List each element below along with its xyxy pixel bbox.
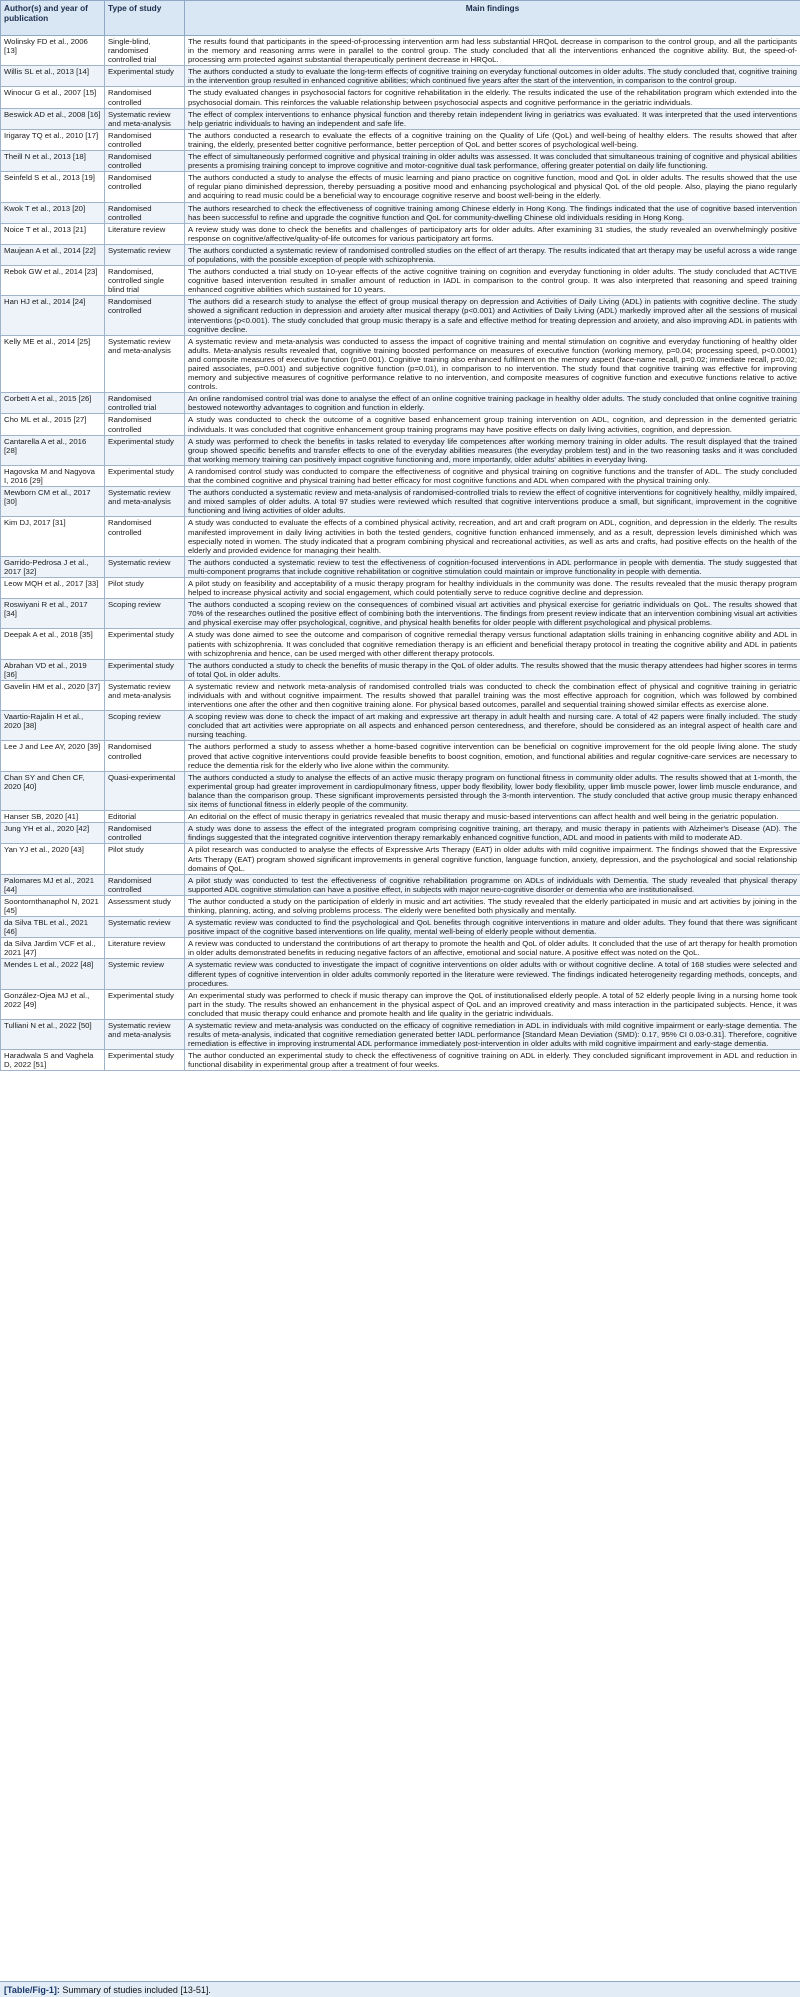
findings-cell: A study was done to assess the effect of the integrated program comprising cognitive training, art therapy, and music therapy in patients with Alzheimer's Disease (AD). The findings suggested that the integrated cognitive intervention therapy remarkably enhanced cognitive function, ADL and mood in patients with mild to moderate AD. bbox=[185, 823, 800, 844]
author-cell: Haradwala S and Vaghela D, 2022 [51] bbox=[1, 1050, 105, 1071]
table-row bbox=[1, 1050, 800, 1071]
study-type-cell: Systematic review and meta-analysis bbox=[105, 335, 185, 393]
caption-text: Summary of studies included [13-51]. bbox=[62, 1985, 211, 1995]
findings-cell: A randomised control study was conducted to compare the effectiveness of cognitive and physical training on cognitive functions and the transfer of ADL. The study concluded that the combined cognitive and physical training had better efficacy for most cognitive functions and ADL when compared with the physical training only. bbox=[185, 465, 800, 486]
table-row bbox=[1, 244, 800, 265]
study-type-cell: Randomised controlled bbox=[105, 517, 185, 556]
study-type-cell: Randomised controlled bbox=[105, 151, 185, 172]
findings-cell: The authors researched to check the effectiveness of cognitive training among Chinese elderly in Hong Kong. The findings indicated that the use of cognitive based intervention has been successful to refine and upgrade the cognitive function and QoL for community-dwelling Chinese old individuals residing in Hong Kong. bbox=[185, 202, 800, 223]
table-row bbox=[1, 895, 800, 916]
author-cell: Theill N et al., 2013 [18] bbox=[1, 151, 105, 172]
table-row bbox=[1, 296, 800, 335]
author-cell: Vaartio-Rajalin H et al., 2020 [38] bbox=[1, 711, 105, 741]
study-type-cell: Experimental study bbox=[105, 629, 185, 659]
table-row bbox=[1, 87, 800, 108]
study-type-cell: Systematic review and meta-analysis bbox=[105, 1020, 185, 1050]
author-cell: Beswick AD et al., 2008 [16] bbox=[1, 108, 105, 129]
author-cell: da Silva Jardim VCF et al., 2021 [47] bbox=[1, 938, 105, 959]
study-type-cell: Literature review bbox=[105, 938, 185, 959]
table-row bbox=[1, 393, 800, 414]
findings-cell: The authors conducted a study to evaluate the long-term effects of cognitive training on everyday functional outcomes in older adults. The study concluded that, cognitive training in the intervention group resulted in enhanced cognitive abilities; which continued five years after the start of the intervention, in comparison to the control group. bbox=[185, 66, 800, 87]
table-row bbox=[1, 938, 800, 959]
findings-cell: The study evaluated changes in psychosocial factors for cognitive rehabilitation in the elderly. The results indicated the use of the rehabilitation program which extended into the psychosocial domain. This reinforces the valuable relationship between psychosocial aspects and cognitive performance in the geriatric individuals. bbox=[185, 87, 800, 108]
table-row bbox=[1, 577, 800, 598]
study-type-cell: Pilot study bbox=[105, 577, 185, 598]
table-row bbox=[1, 771, 800, 810]
table-row bbox=[1, 517, 800, 556]
table-row bbox=[1, 66, 800, 87]
table-row bbox=[1, 151, 800, 172]
findings-cell: A systematic review and meta-analysis was conducted on the efficacy of cognitive remediation in ADL in individuals with mild cognitive impairment or early-stage dementia. The results of meta-analysis, indicated that cognitive remediation generated better IADL performance [Standard Mean Deviation (SMD): 0.17, 95% CI 0.03-0.31]. Therefore, cognitive remediation is effective in improving instrumental ADL performance immediately post-intervention in older adults with mild cognitive impairment and early-stage dementia. bbox=[185, 1020, 800, 1050]
study-type-cell: Randomised controlled bbox=[105, 172, 185, 202]
study-type-cell: Systematic review and meta-analysis bbox=[105, 487, 185, 517]
author-cell: Leow MQH et al., 2017 [33] bbox=[1, 577, 105, 598]
study-type-cell: Single-blind, randomised controlled trial bbox=[105, 36, 185, 66]
findings-cell: A systematic review was conducted to find the psychological and QoL benefits through cognitive interventions in mature and older adults. They found that there was significant positive impact of the cognitive based interventions on life quality, mental well-being of elderly people without dementia. bbox=[185, 917, 800, 938]
findings-cell: The authors conducted a systematic review to test the effectiveness of cognition-focused interventions in ADL performance in people with dementia. The study suggested that multi-component programs that include cognitive rehabilitation or cognitive stimulation could maintain or improve functionality in people with dementia. bbox=[185, 556, 800, 577]
table-row bbox=[1, 435, 800, 465]
table-row bbox=[1, 959, 800, 989]
study-type-cell: Randomised controlled bbox=[105, 129, 185, 150]
findings-cell: The authors conducted a systematic review of randomised controlled studies on the effect of art therapy. The results indicated that art therapy may be useful across a wide range of populations, with the possible exception of people with schizophrenia. bbox=[185, 244, 800, 265]
findings-cell: The authors performed a study to assess whether a home-based cognitive intervention can be beneficial on cognitive improvement for the old people living alone. The study proved that active cognitive interventions could provide feasible benefits to boost cognition, emotion, and functional abilities and regular cognitive-care services are necessary to reduce the dementia risk for the elderly who live alone within the community. bbox=[185, 741, 800, 771]
study-type-cell: Randomised controlled bbox=[105, 87, 185, 108]
author-cell: Kelly ME et al., 2014 [25] bbox=[1, 335, 105, 393]
findings-cell: The authors conducted a trial study on 10-year effects of the active cognitive training on cognition and everyday functioning in older adults. The study concluded that ACTIVE cognitive based intervention resulted in smaller amount of reduction in IADL in comparison to the control group. It was also interpreted that reasoning and speed training enhanced cognitive abilities which sustained for 10 years. bbox=[185, 266, 800, 296]
table-row bbox=[1, 844, 800, 874]
findings-cell: A study was performed to check the benefits in tasks related to everyday life competences after working memory training in older adults. The result displayed that the trained group showed specific benefits and transfer effects to one of the everyday abilities measures (the everyday problem test) and in the two reasoning tasks and it was concluded that working memory training can positively impact cognitive functioning and, more importantly, older adults' abilities in everyday living. bbox=[185, 435, 800, 465]
author-cell: Seinfeld S et al., 2013 [19] bbox=[1, 172, 105, 202]
author-cell: González-Ojea MJ et al., 2022 [49] bbox=[1, 989, 105, 1019]
author-cell: Abrahan VD et al., 2019 [36] bbox=[1, 659, 105, 680]
study-type-cell: Experimental study bbox=[105, 66, 185, 87]
author-cell: Rebok GW et al., 2014 [23] bbox=[1, 266, 105, 296]
findings-cell: A systematic review and meta-analysis was conducted to assess the impact of cognitive training and mental stimulation on cognitive and everyday functioning of healthy older adults. Meta-analysis results revealed that, cognitive training boosted performance on measures of executive function (working memory, p=0.04; processing speed, p<0.0001) and composite measures of executive function (p=0.001). Cognitive training also enhanced fulfilment on the memory aspect (face-name recall, p=0.02; immediate recall, p=0.02; paired associates, p=0.001) and subjective cognitive function (p=0.01), in comparison to no intervention. The study found that cognitive training was effective for improving memory and subjective measures of cognitive performance relative to no intervention, and composite measures of cognitive function and executive functions relative to active controls. bbox=[185, 335, 800, 393]
table-row bbox=[1, 874, 800, 895]
table-row bbox=[1, 335, 800, 393]
study-type-cell: Assessment study bbox=[105, 895, 185, 916]
author-cell: Roswiyani R et al., 2017 [34] bbox=[1, 599, 105, 629]
study-type-cell: Randomised controlled bbox=[105, 874, 185, 895]
table-row bbox=[1, 741, 800, 771]
header-type: Type of study bbox=[105, 1, 185, 36]
findings-cell: A pilot study was conducted to test the effectiveness of cognitive rehabilitation programme on ADLs of individuals with Dementia. The study revealed that physical therapy supported ADL cognitive stimulation can have a positive effect, in subjects with major neuro-cognitive disorder or dementia who are institutionalised. bbox=[185, 874, 800, 895]
author-cell: Hagovska M and Nagyova I, 2016 [29] bbox=[1, 465, 105, 486]
table-row bbox=[1, 172, 800, 202]
table-row bbox=[1, 711, 800, 741]
study-type-cell: Randomised controlled bbox=[105, 823, 185, 844]
table-row bbox=[1, 36, 800, 66]
author-cell: Jung YH et al., 2020 [42] bbox=[1, 823, 105, 844]
findings-cell: The authors conducted a study to analyse the effects of music learning and piano practice on cognitive function, mood and QoL in older adults. The results showed that the use of regular piano diminished depression, thereby persuading a positive mood and enhancing psychological and physical QoL of the old people. Also, playing the piano regularly and acquiring to read music could be a beneficial way to encourage cognitive reserve and boost well-being in the elderly. bbox=[185, 172, 800, 202]
findings-cell: A scoping review was done to check the impact of art making and expressive art therapy in adult health and nursing care. A total of 42 papers were finally included. The study concluded that art activities were appropriate on all aspects and enhanced person centeredness, and therefore, should be considered as an integral aspect of health care and nursing teaching. bbox=[185, 711, 800, 741]
author-cell: Maujean A et al., 2014 [22] bbox=[1, 244, 105, 265]
study-type-cell: Systematic review and meta-analysis bbox=[105, 680, 185, 710]
findings-cell: The results found that participants in the speed-of-processing intervention arm had less substantial HRQoL decrease in comparison to the control group, and all the participants in the memory and reasoning arms were in parallel to the control group. The study concluded that all the interventions enhanced the cognitive ability. But, the speed-of-processing arm protected against substantial therapeutically pertinent decrease in HRQoL. bbox=[185, 36, 800, 66]
table-row bbox=[1, 414, 800, 435]
findings-cell: The author conducted a study on the participation of elderly in music and art activities. The study revealed that the elderly participated in music and art activities by joining in the thinking, planning, acting, and solving problems process. The elderly were benefited both physically and mentally. bbox=[185, 895, 800, 916]
table-row bbox=[1, 629, 800, 659]
findings-cell: A systematic review was conducted to investigate the impact of cognitive interventions on older adults with or without cognitive decline. A total of 168 studies were selected and different types of cognitive intervention in older adults commonly reported in the literature were reviewed. The findings indicated heterogeneity regarding methods, concepts, and procedures. bbox=[185, 959, 800, 989]
study-type-cell: Literature review bbox=[105, 223, 185, 244]
table-row bbox=[1, 129, 800, 150]
findings-cell: The authors conducted a study to analyse the effects of an active music therapy program on functional fitness in community older adults. The results showed that at 1-month, the experimental group had greater improvement in cardiopulmonary fitness, upper body flexibility, lower body flexibility, upper limb muscle power, lower limb muscle endurance, and balance than the comparison group. These significant improvements persisted through the 3-month intervention. The study concluded that active group music therapy enhanced six items of functional fitness in elderly people of the community. bbox=[185, 771, 800, 810]
study-type-cell: Experimental study bbox=[105, 435, 185, 465]
table-caption bbox=[0, 1981, 800, 1997]
author-cell: Palomares MJ et al., 2021 [44] bbox=[1, 874, 105, 895]
table-row bbox=[1, 823, 800, 844]
header-findings: Main findings bbox=[185, 1, 800, 36]
findings-cell: A pilot research was conducted to analyse the effects of Expressive Arts Therapy (EAT) in older adults with mild cognitive impairment. The findings showed that the Expressive Arts Therapy (EAT) program showed significant improvements in general cognitive function, language function, anxiety, depression, and the psychological and social relationship domains of QoL. bbox=[185, 844, 800, 874]
findings-cell: A pilot study on feasibility and acceptability of a music therapy program for healthy individuals in the community was done. The results revealed that the music therapy program helped to increase physical activity and social engagement, which could potentially serve to reduce cognitive decline and depression. bbox=[185, 577, 800, 598]
study-type-cell: Randomised controlled trial bbox=[105, 393, 185, 414]
study-type-cell: Scoping review bbox=[105, 711, 185, 741]
author-cell: Yan YJ et al., 2020 [43] bbox=[1, 844, 105, 874]
findings-cell: The effect of complex interventions to enhance physical function and thereby retain independent living in geriatrics was evaluated. It was interpreted that the used interventions help geriatric individuals to having an independent and safe life. bbox=[185, 108, 800, 129]
findings-cell: A review study was done to check the benefits and challenges of participatory arts for older adults. After examining 31 studies, the study revealed an overwhelmingly positive response on cognitive/affective/quality-of-life outcomes for various participatory art forms. bbox=[185, 223, 800, 244]
findings-cell: An editorial on the effect of music therapy in geriatrics revealed that music therapy and music-based interventions can affect health and well being in the geriatric population. bbox=[185, 811, 800, 823]
study-type-cell: Experimental study bbox=[105, 659, 185, 680]
author-cell: da Silva TBL et al., 2021 [46] bbox=[1, 917, 105, 938]
author-cell: Tulliani N et al., 2022 [50] bbox=[1, 1020, 105, 1050]
author-cell: Lee J and Lee AY, 2020 [39] bbox=[1, 741, 105, 771]
table-row bbox=[1, 680, 800, 710]
study-type-cell: Experimental study bbox=[105, 989, 185, 1019]
study-type-cell: Editorial bbox=[105, 811, 185, 823]
table-row bbox=[1, 1020, 800, 1050]
study-type-cell: Quasi-experimental bbox=[105, 771, 185, 810]
table-body bbox=[1, 36, 800, 1071]
study-type-cell: Systemic review bbox=[105, 959, 185, 989]
table-row bbox=[1, 223, 800, 244]
author-cell: Hanser SB, 2020 [41] bbox=[1, 811, 105, 823]
study-type-cell: Randomised, controlled single blind trial bbox=[105, 266, 185, 296]
study-type-cell: Systematic review bbox=[105, 244, 185, 265]
author-cell: Gavelin HM et al., 2020 [37] bbox=[1, 680, 105, 710]
table-row bbox=[1, 917, 800, 938]
study-type-cell: Randomised controlled bbox=[105, 296, 185, 335]
author-cell: Kwok T et al., 2013 [20] bbox=[1, 202, 105, 223]
findings-cell: The authors conducted a research to evaluate the effects of a cognitive training on the Quality of Life (QoL) and well-being of healthy elders. The results showed that after training, the elderly, presented better cognitive performance, better perception of QoL and better scores of psychological well-being. bbox=[185, 129, 800, 150]
author-cell: Cho ML et al., 2015 [27] bbox=[1, 414, 105, 435]
author-cell: Mendes L et al., 2022 [48] bbox=[1, 959, 105, 989]
caption-label: [Table/Fig-1]: bbox=[4, 1985, 60, 1995]
author-cell: Deepak A et al., 2018 [35] bbox=[1, 629, 105, 659]
study-type-cell: Scoping review bbox=[105, 599, 185, 629]
findings-cell: The authors conducted a study to check the benefits of music therapy in the QoL of older adults. The results showed that the music therapy attendees had higher scores in terms of total QoL in older adults. bbox=[185, 659, 800, 680]
author-cell: Soontornthanaphol N, 2021 [45] bbox=[1, 895, 105, 916]
table-row bbox=[1, 989, 800, 1019]
findings-cell: A study was conducted to evaluate the effects of a combined physical activity, recreation, and art and craft program on ADL, cognition, and depression in the elderly. The results manifested improvement in daily living activities in both the tested genders, cognitive function enhanced immensely, and as a result, depression levels diminished which was especially noted in women. The study indicated that a program combining physical and recreational activities, as well as arts and crafts, had positive effects on the health of the elderly and provided evidence for managing their health. bbox=[185, 517, 800, 556]
author-cell: Winocur G et al., 2007 [15] bbox=[1, 87, 105, 108]
table-row bbox=[1, 465, 800, 486]
study-type-cell: Randomised controlled bbox=[105, 741, 185, 771]
table-header-row bbox=[1, 1, 800, 36]
author-cell: Noice T et al., 2013 [21] bbox=[1, 223, 105, 244]
findings-cell: An online randomised control trial was done to analyse the effect of an online cognitive training package in healthy older adults. The study concluded that online cognitive training bestowed noteworthy advantages to cognition and function in elderly. bbox=[185, 393, 800, 414]
study-type-cell: Systematic review bbox=[105, 917, 185, 938]
study-type-cell: Pilot study bbox=[105, 844, 185, 874]
study-type-cell: Randomised controlled bbox=[105, 414, 185, 435]
author-cell: Chan SY and Chen CF, 2020 [40] bbox=[1, 771, 105, 810]
study-type-cell: Systematic review bbox=[105, 556, 185, 577]
author-cell: Willis SL et al., 2013 [14] bbox=[1, 66, 105, 87]
findings-cell: The authors conducted a scoping review on the consequences of combined visual art activities and physical exercise for geriatric individuals on QoL. The results showed that 70% of the researches outlined the positive effect of combining both the interventions. The findings from present review indicate that an intervention combining visual art activities and physical exercise may offer psychological, cognitive, and physical health benefits for older people with different psychological and physical problems. bbox=[185, 599, 800, 629]
author-cell: Han HJ et al., 2014 [24] bbox=[1, 296, 105, 335]
findings-cell: A systematic review and network meta-analysis of randomised controlled trials was conducted to check the combination effect of physical and cognitive training in geriatric individuals with and without cognitive impairment. The results showed that parallel training was the most effective approach for cognition, which was followed by combined interventions one after the other and then cognitive training alone. For physical based outcomes, parallel and sequential training showed similar effects as exercise alone. bbox=[185, 680, 800, 710]
findings-cell: A study was done aimed to see the outcome and comparison of cognitive remedial therapy versus functional adaptation skills training in enhancing cognitive ability and ADL in patients with schizophrenia. It was concluded that cognitive remediation therapy is an efficient and beneficial therapy protocol in treating the cognitive ability and ADL in patients with schizophrenia and hence, can be used merged with other different therapy protocols. bbox=[185, 629, 800, 659]
findings-cell: The effect of simultaneously performed cognitive and physical training in older adults was assessed. It was concluded that simultaneous training of cognitive and physical abilities presents a promising training concept to improve cognitive and motor-cognitive dual task performance, offering greater potential on daily life functioning. bbox=[185, 151, 800, 172]
table-row bbox=[1, 659, 800, 680]
findings-cell: The author conducted an experimental study to check the effectiveness of cognitive training on ADL in elderly. They concluded significant improvement in ADL and reduction in functional disability in experimental group after a treatment of four weeks. bbox=[185, 1050, 800, 1071]
study-type-cell: Experimental study bbox=[105, 465, 185, 486]
author-cell: Wolinsky FD et al., 2006 [13] bbox=[1, 36, 105, 66]
findings-cell: A study was conducted to check the outcome of a cognitive based enhancement group training intervention on ADL, cognition, and depression in the demented geriatric individuals. It was concluded that cognitive enhancement group training programs may have positive effects on daily living activities, cognition, and depression. bbox=[185, 414, 800, 435]
study-type-cell: Randomised controlled bbox=[105, 202, 185, 223]
table-row bbox=[1, 202, 800, 223]
table-row bbox=[1, 266, 800, 296]
author-cell: Garrido-Pedrosa J et al., 2017 [32] bbox=[1, 556, 105, 577]
table-row bbox=[1, 811, 800, 823]
header-author: Author(s) and year of publication bbox=[1, 1, 105, 36]
table-row bbox=[1, 487, 800, 517]
author-cell: Kim DJ, 2017 [31] bbox=[1, 517, 105, 556]
author-cell: Irigaray TQ et al., 2010 [17] bbox=[1, 129, 105, 150]
table-row bbox=[1, 108, 800, 129]
findings-cell: The authors conducted a systematic review and meta-analysis of randomised-controlled trials to review the effect of cognitive interventions for cognitively healthy, mildly impaired, and mixed samples of older adults. A total 97 studies were reviewed which resulted that cognitive interventions produce a small, but significant, improvement in the cognitive functioning and living activities of older adults. bbox=[185, 487, 800, 517]
table-row bbox=[1, 556, 800, 577]
study-type-cell: Experimental study bbox=[105, 1050, 185, 1071]
study-type-cell: Systematic review and meta-analysis bbox=[105, 108, 185, 129]
findings-cell: The authors did a research study to analyse the effect of group musical therapy on depression and Activities of Daily Living (ADL) in patients with cognitive decline. The study showed a significant reduction in depression and anxiety after musical therapy (p<0.001) and Activities of Daily Living (ADL) markedly improved after all the sessions of musical interventions (p<0.001). The study concluded that group music therapy is a safe and effective method for treating depression and anxiety, and also improving ADL in patients with cognitive decline. bbox=[185, 296, 800, 335]
author-cell: Cantarella A et al., 2016 [28] bbox=[1, 435, 105, 465]
findings-cell: An experimental study was performed to check if music therapy can improve the QoL of institutionalised elderly people. A total of 52 elderly people living in a nursing home took part in the study. The results showed an enhancement in the physical aspect of QoL and an improved creativity and mass interaction in the participated subjects. Hence, it was concluded that music therapy could enhance and promote health and life quality in the geriatric individuals. bbox=[185, 989, 800, 1019]
author-cell: Corbett A et al., 2015 [26] bbox=[1, 393, 105, 414]
author-cell: Mewborn CM et al., 2017 [30] bbox=[1, 487, 105, 517]
table-row bbox=[1, 599, 800, 629]
findings-cell: A review was conducted to understand the contributions of art therapy to promote the health and QoL of older adults. It concluded that the use of art therapy for health promotion in older adults demonstrated benefits in reducing negative factors of an affective, emotional and social nature. A positive effect was noted on the QoL. bbox=[185, 938, 800, 959]
